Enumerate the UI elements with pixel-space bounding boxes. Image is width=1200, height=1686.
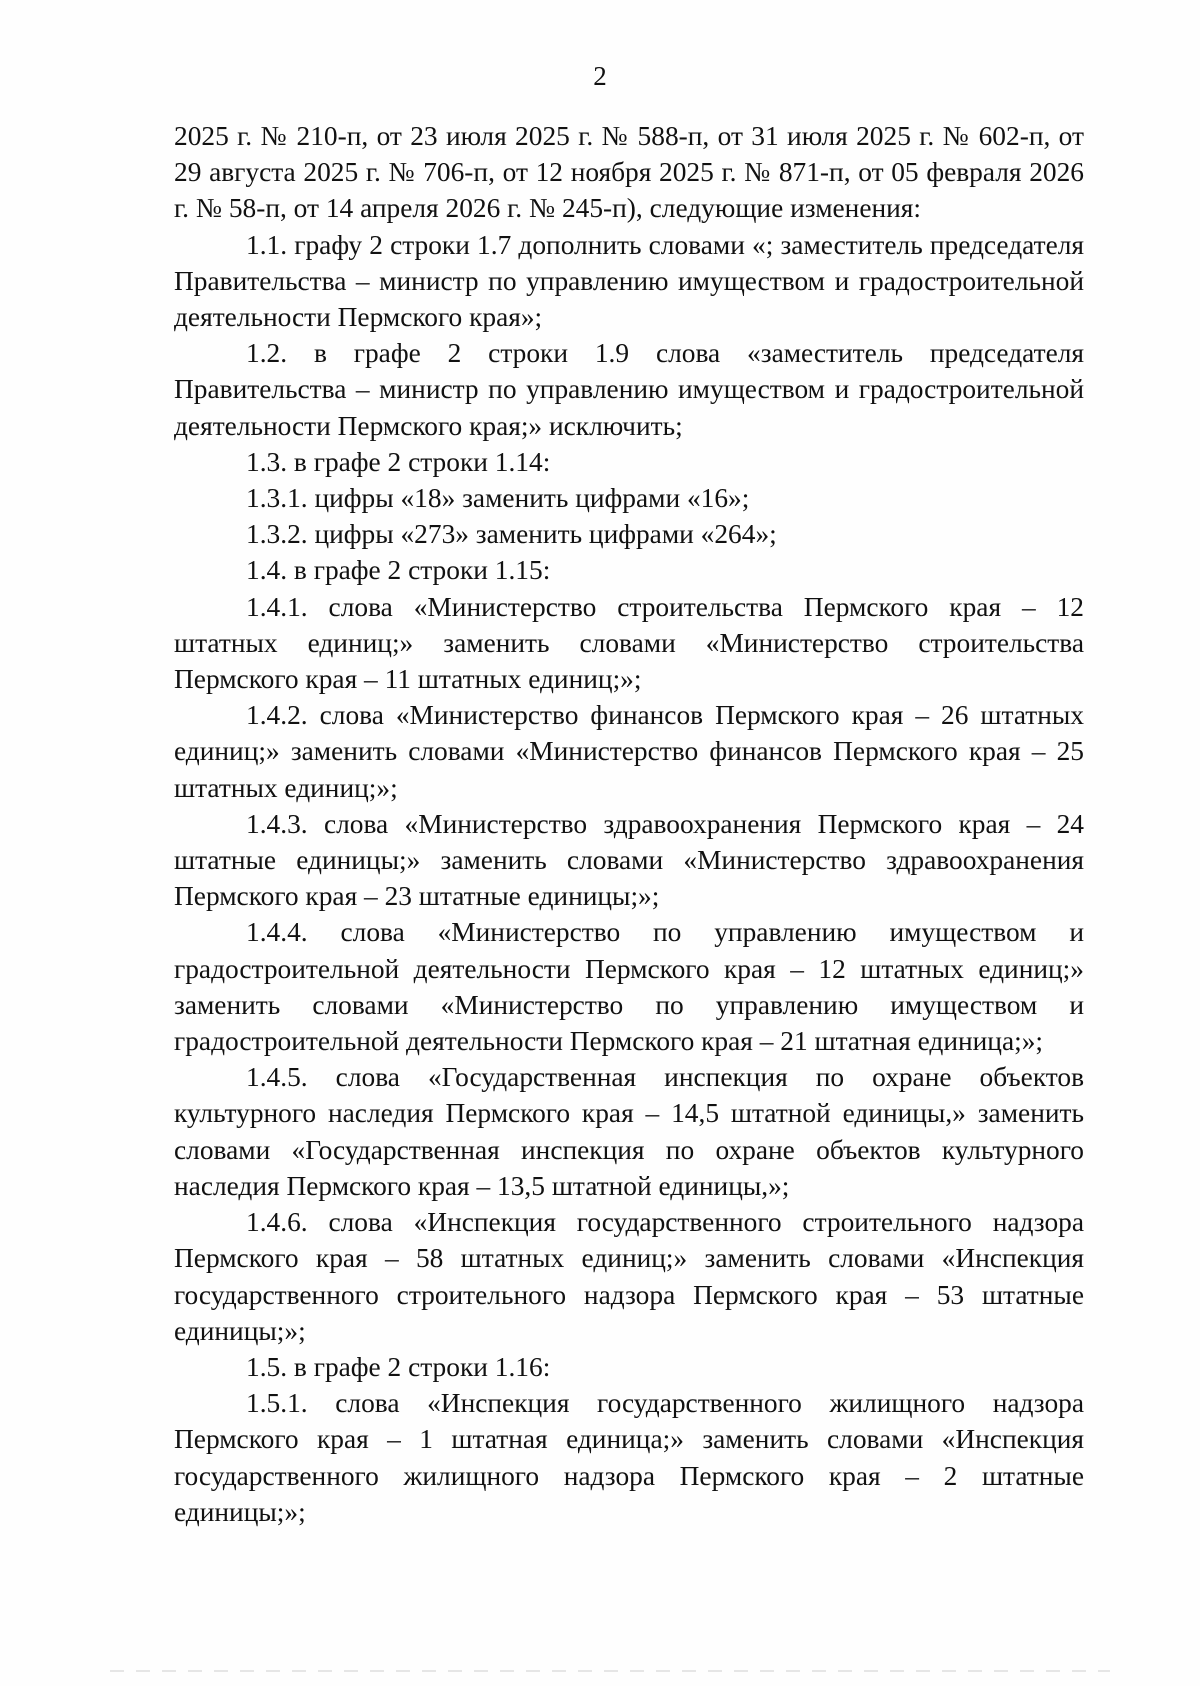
paragraph-1-4-5: 1.4.5. слова «Государственная инспекция по охране объектов культурного наследия Пермского края – 14,5 штатной единицы,» заменить словами «Государственная инспекция по охране объектов культурного наследия Пермского края – 13,5 штатной единицы,»; bbox=[174, 1062, 1084, 1201]
paragraph-1-4-6: 1.4.6. слова «Инспекция государственного строительного надзора Пермского края – 58 штатных единиц;» заменить словами «Инспекция государственного строительного надзора Пермского края – 53 штатные единицы;»; bbox=[174, 1207, 1084, 1346]
paragraph-intro-continuation: 2025 г. № 210-п, от 23 июля 2025 г. № 588-п, от 31 июля 2025 г. № 602-п, от 29 августа 2025 г. № 706-п, от 12 ноября 2025 г. № 871-п, от 05 февраля 2026 г. № 58-п, от 14 апреля 2026 г. № 245-п), следующие изменения: bbox=[174, 121, 1084, 224]
paragraph-1-3-2: 1.3.2. цифры «273» заменить цифрами «264»; bbox=[246, 519, 777, 550]
scan-artifact-line bbox=[110, 1670, 1110, 1672]
paragraph-1-4-2: 1.4.2. слова «Министерство финансов Пермского края – 26 штатных единиц;» заменить словами «Министерство финансов Пермского края – 25 штатных единиц;»; bbox=[174, 700, 1084, 803]
paragraph-1-1: 1.1. графу 2 строки 1.7 дополнить словами «; заместитель председателя Правительства – министр по управлению имуществом и градостроительной деятельности Пермского края»; bbox=[174, 229, 1084, 333]
document-body bbox=[174, 118, 1084, 1530]
paragraph-1-4-1: 1.4.1. слова «Министерство строительства Пермского края – 12 штатных единиц;» заменить словами «Министерство строительства Пермского края – 11 штатных единиц;»; bbox=[174, 591, 1084, 695]
paragraph-1-5-1: 1.5.1. слова «Инспекция государственного жилищного надзора Пермского края – 1 штатная единица;» заменить словами «Инспекция государственного жилищного надзора Пермского края – 2 штатные единицы;»; bbox=[174, 1388, 1084, 1527]
paragraph-1-4-3: 1.4.3. слова «Министерство здравоохранения Пермского края – 24 штатные единицы;» заменить словами «Министерство здравоохранения Пермского края – 23 штатные единицы;»; bbox=[174, 808, 1084, 912]
paragraph-1-3: 1.3. в графе 2 строки 1.14: bbox=[246, 446, 551, 477]
paragraph-1-2: 1.2. в графе 2 строки 1.9 слова «заместитель председателя Правительства – министр по управлению имуществом и градостроительной деятельности Пермского края;» исключить; bbox=[174, 338, 1084, 441]
paragraph-1-5: 1.5. в графе 2 строки 1.16: bbox=[246, 1351, 551, 1382]
paragraph-1-3-1: 1.3.1. цифры «18» заменить цифрами «16»; bbox=[246, 483, 750, 514]
paragraph-1-4: 1.4. в графе 2 строки 1.15: bbox=[246, 555, 551, 586]
page-number: 2 bbox=[593, 61, 607, 91]
paragraph-1-4-4: 1.4.4. слова «Министерство по управлению имуществом и градостроительной деятельности Пермского края – 12 штатных единиц;» заменить словами «Министерство по управлению имуществом и градостроительной деятельности Пермского края – 21 штатная единица;»; bbox=[174, 917, 1084, 1057]
